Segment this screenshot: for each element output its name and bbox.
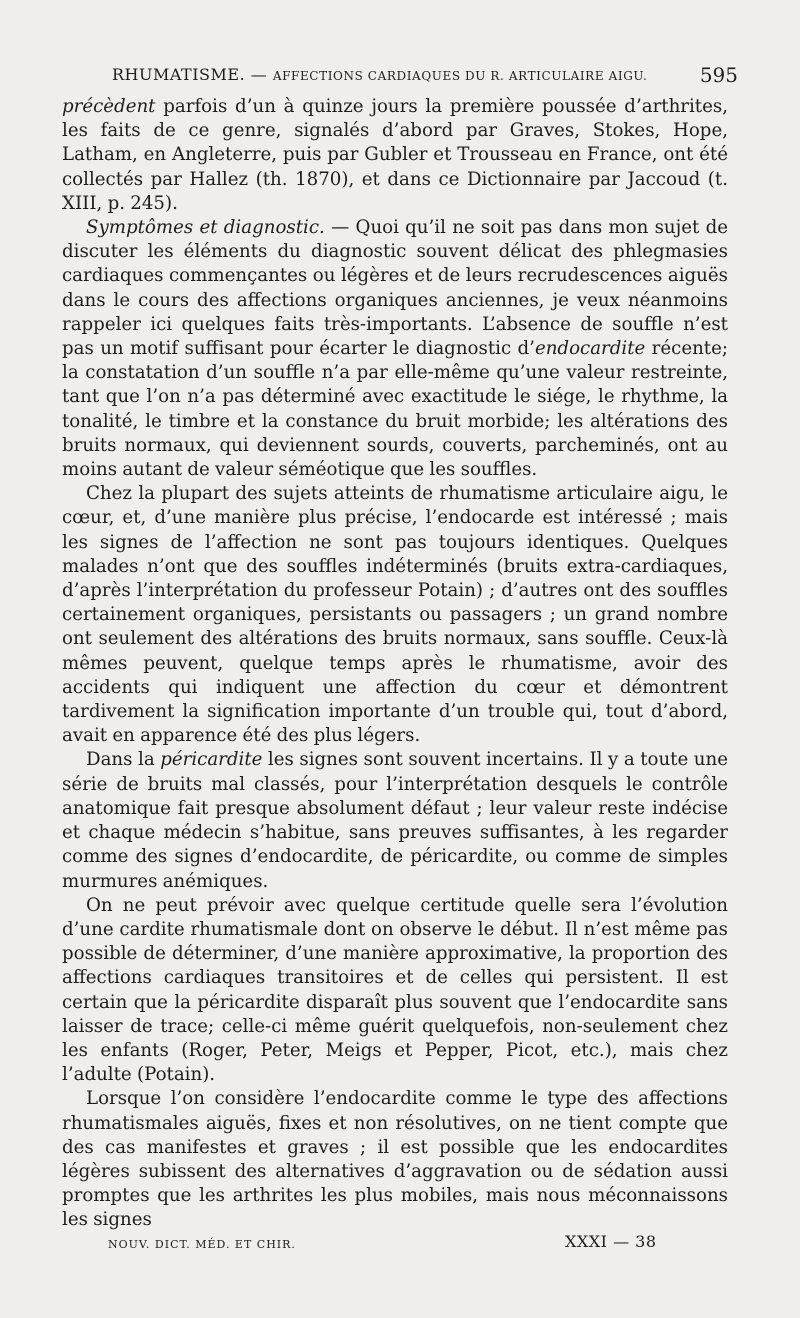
paragraph-2	[62, 216, 728, 482]
text-run: On ne peut prévoir avec quelque certitude quelle sera l’évolution d’une cardite rhumatismale dont on observe le début. Il n’est même pas possible de déterminer, d’une manière approximative, la proportion des affections cardiaques transitoires et de celles qui persistent. Il est certain que la péricardite disparaît plus souvent que l’endocardite sans laisser de trace; celle-ci même guérit quelquefois, non-seulement chez les enfants (Roger, Peter, Meigs et Pepper, Picot, etc.), mais chez l’adulte (Potain).	[62, 894, 728, 1086]
text-run: Chez la plupart des sujets atteints de rhumatisme articulaire aigu, le cœur, et, d’une manière plus précise, l’endocarde est intéressé ; mais les signes de l’affection ne sont pas toujours identiques. Quelques malades n’ont que des souffles indéterminés (bruits extra-cardiaques, d’après l’interprétation du professeur Potain) ; d’autres ont des souffles certainement organiques, persistants ou passagers ; un grand nombre ont seulement des altérations des bruits normaux, sans souffle. Ceux-là mêmes peuvent, quelque temps après le rhumatisme, avoir des accidents qui indiquent une affection du cœur et démontrent tardivement la signification importante d’un trouble qui, tout d’abord, avait en apparence été des plus légers.	[62, 483, 728, 747]
footer-signature-right: XXXI — 38	[565, 1232, 657, 1251]
text-run: Lorsque l’on considère l’endocardite comme le type des affections rhumatismales aiguës, fixes et non résolutives, on ne tient compte que des cas manifestes et graves ; il est possible que les endocardites légères subissent des alternatives d’aggravation ou de sédation aussi promptes que les arthrites les plus mobiles, mais nous méconnaissons les signes	[62, 1088, 728, 1231]
italic-run: précèdent	[62, 96, 156, 117]
italic-run: Symptômes et diagnostic.	[86, 217, 325, 239]
text-run: — Quoi qu’il ne soit pas dans mon sujet de discuter les éléments du diagnostic souvent délicat des phlegmasies cardiaques commençantes ou légères et de leurs recrudescences aiguës dans le cours des affections organiques anciennes, je veux néanmoins rappeler ici quelques faits très-importants. L’absence de souffle n’est pas un motif suffisant pour écarter le diagnostic d’	[62, 217, 728, 360]
text-run: Dans la	[86, 749, 161, 771]
text-run: les signes sont souvent incertains. Il y a toute une série de bruits mal classés, pour l’interprétation desquels le contrôle anatomique fait presque absolument défaut ; leur valeur reste indécise et chaque médecin s’habitue, sans preuves suffisantes, à les regarder comme des signes d’endocardite, de péricardite, ou comme de simples murmures anémiques.	[62, 749, 728, 892]
footer-signature-left: NOUV. DICT. MÉD. ET CHIR.	[108, 1238, 296, 1251]
italic-run: endocardite	[534, 338, 646, 360]
header-title: RHUMATISME. —	[112, 65, 268, 84]
header-subtitle: AFFECTIONS CARDIAQUES DU R. ARTICULAIRE AIGU.	[272, 69, 648, 83]
italic-run: péricardite	[160, 749, 263, 771]
page-number: 595	[699, 63, 738, 87]
running-head-title	[112, 60, 647, 91]
text-run: parfois d’un à quinze jours la première poussée d’arthrites, les faits de ce genre, signalés d’abord par Graves, Stokes, Hope, Latham, en Angleterre, puis par Gubler et Trousseau en France, ont été collectés par Hallez (th. 1870), et dans ce Dictionnaire par Jaccoud (t. XIII, p. 245).	[62, 96, 728, 214]
paragraph-1	[62, 95, 728, 216]
paragraph-4	[62, 748, 728, 893]
body-text	[62, 95, 728, 1233]
page-footer	[62, 1232, 728, 1258]
text-run: récente; la constatation d’un souffle n’a par elle-même qu’une valeur restreinte, tant que l’on n’a pas déterminé avec exactitude le siége, le rhythme, la tonalité, le timbre et la constance du bruit morbide; les altérations des bruits normaux, qui deviennent sourds, couverts, parcheminés, ont au moins autant de valeur séméotique que les souffles.	[62, 338, 728, 481]
paragraph-6	[62, 1087, 728, 1232]
paragraph-3	[62, 482, 728, 748]
running-head	[62, 60, 740, 90]
paragraph-5	[62, 894, 728, 1088]
